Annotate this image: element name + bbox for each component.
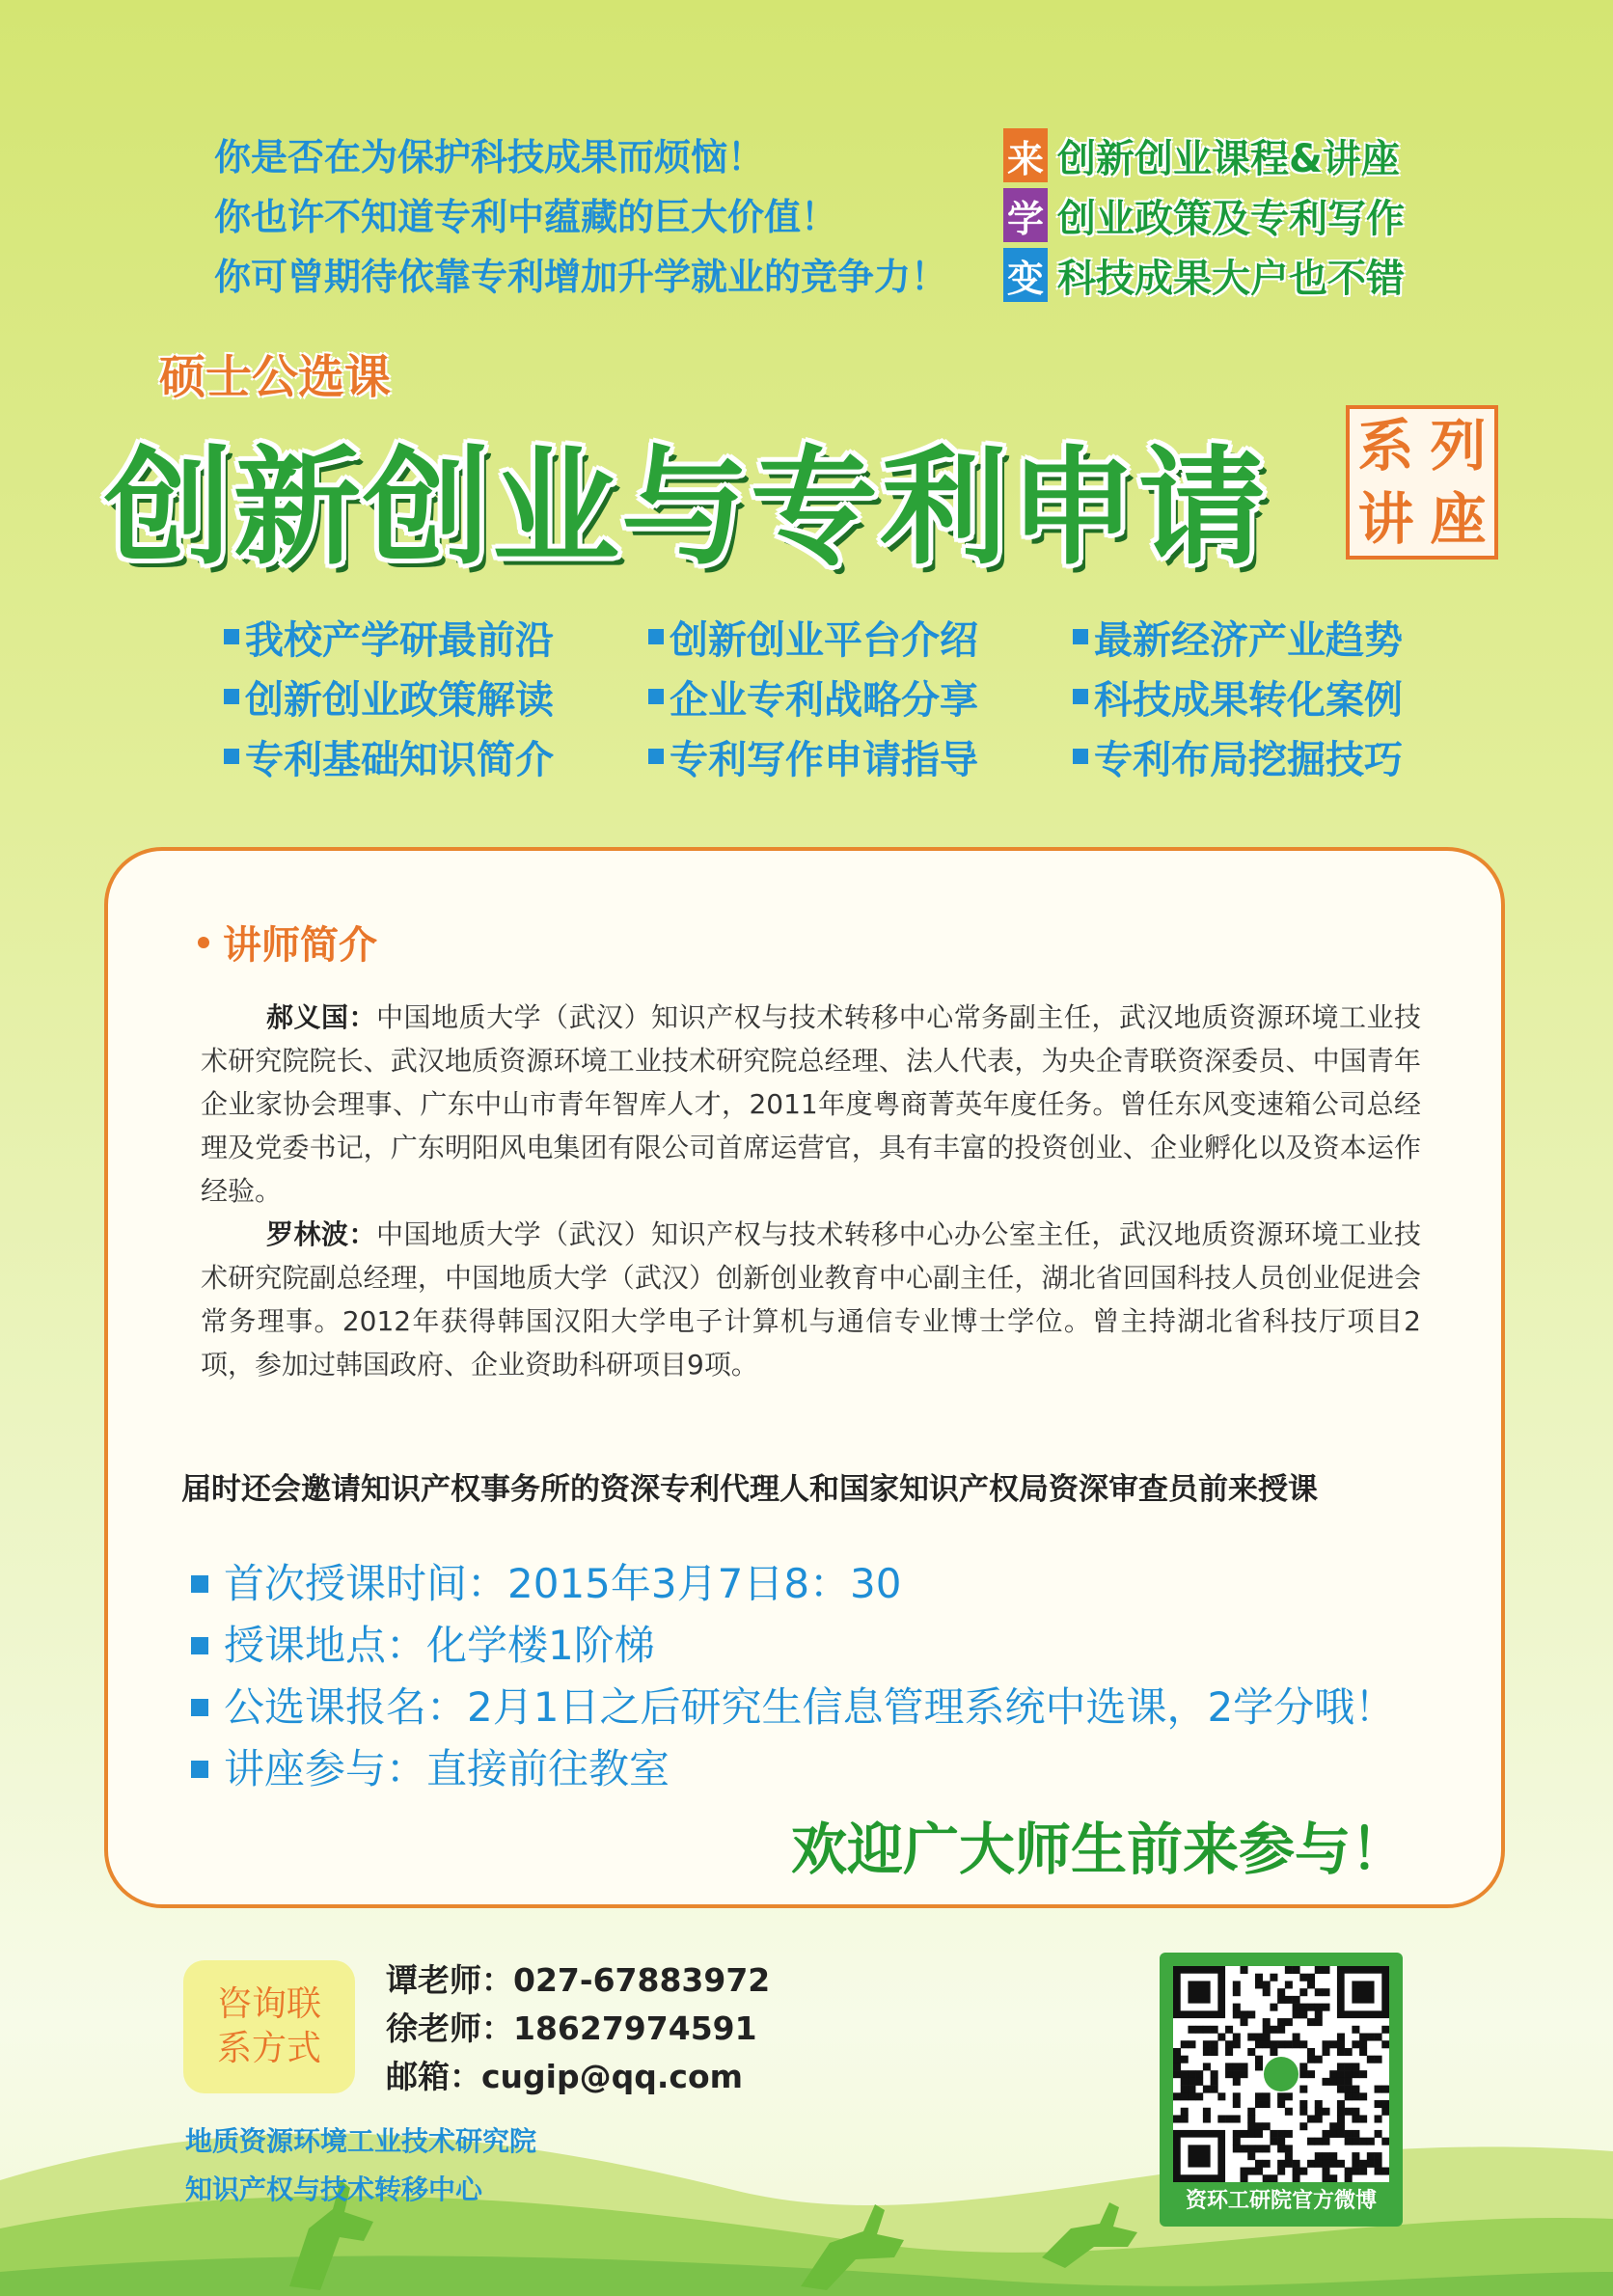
info-row: 首次授课时间：2015年3月7日8：30 [191,1553,1395,1615]
lecturer-bio [201,1213,1421,1386]
square-bullet-icon [1073,629,1088,644]
info-row: 公选课报名：2月1日之后研究生信息管理系统中选课，2学分哦！ [191,1677,1395,1738]
topic-item: 科技成果转化案例 [1073,677,1497,716]
info-row: 讲座参与：直接前往教室 [191,1738,1395,1800]
course-info [191,1553,1395,1800]
slogan-char: 来 [1003,128,1048,182]
org-name: 地质资源环境工业技术研究院 [185,2125,537,2157]
welcome-message: 欢迎广大师生前来参与！ [791,1817,1408,1882]
series-badge [1346,405,1498,560]
lecturer-name: 罗林波： [266,1218,377,1250]
slogan-char: 变 [1003,248,1048,302]
course-subtitle: 硕士公选课 [159,350,392,404]
topic-item: 企业专利战略分享 [648,677,1073,716]
square-bullet-icon [224,749,239,764]
slogan-row [1003,185,1405,245]
qr-caption: 资环工研院官方微博 [1185,2189,1377,2213]
slogan-text: 创业政策及专利写作 [1057,196,1405,241]
topic-item: 创新创业政策解读 [224,677,648,716]
square-bullet-icon [191,1637,208,1654]
square-bullet-icon [648,749,664,764]
lecturer-bio-text: 中国地质大学（武汉）知识产权与技术转移中心办公室主任，武汉地质资源环境工业技术研究院副总经理，中国地质大学（武汉）创新创业教育中心副主任，湖北省回国科技人员创业促进会常务理事。2012年获得韩国汉阳大学电子计算机与通信专业博士学位。曾主持湖北省科技厅项目2项，参加过韩国政府、企业资助科研项目9项。 [201,1218,1421,1380]
header-questions [214,127,947,307]
question-line: 你也许不知道专利中蕴藏的巨大价值！ [214,196,838,238]
info-row: 授课地点：化学楼1阶梯 [191,1615,1395,1677]
lecturer-name: 郝义国： [266,1001,377,1033]
lecturer-bio-text: 中国地质大学（武汉）知识产权与技术转移中心常务副主任，武汉地质资源环境工业技术研究院院长、武汉地质资源环境工业技术研究院总经理、法人代表，为央企青联资深委员、中国青年企业家协会理事、广东中山市青年智库人才，2011年度粤商菁英年度任务。曾任东风变速箱公司总经理及党委书记，广东明阳风电集团有限公司首席运营官，具有丰富的投资创业、企业孵化以及资本运作经验。 [201,1001,1421,1207]
square-bullet-icon [191,1575,208,1593]
contact-line: 谭老师：027-67883972 [386,1961,771,1999]
main-title: 创新创业与专利申请 [104,434,1268,583]
square-bullet-icon [1073,689,1088,704]
qr-code-icon [1173,1966,1389,2182]
topic-item: 专利布局挖掘技巧 [1073,737,1497,776]
topic-item: 最新经济产业趋势 [1073,617,1497,656]
invite-note: 届时还会邀请知识产权事务所的资深专利代理人和国家知识产权局资深审查员前来授课 [181,1472,1318,1507]
slogans [1003,125,1405,305]
contact-line: 邮箱：cugip@qq.com [386,2058,744,2095]
question-line: 你是否在为保护科技成果而烦恼！ [214,136,765,178]
contact-line: 徐老师：18627974591 [386,2009,757,2047]
slogan-text: 科技成果大户也不错 [1057,256,1405,301]
organizations [185,2118,536,2214]
contact-list [386,1956,770,2101]
series-char: 座 [1430,486,1487,552]
org-name: 知识产权与技术转移中心 [185,2173,483,2205]
dot-bullet-icon [198,937,209,948]
slogan-row [1003,245,1405,305]
lecturer-bio [201,996,1421,1213]
slogan-char: 学 [1003,188,1048,242]
slogan-text: 创新创业课程&讲座 [1057,136,1400,181]
slogan-row [1003,125,1405,185]
series-char: 讲 [1357,486,1414,552]
square-bullet-icon [191,1699,208,1716]
contact-label: 咨询联 系方式 [183,1960,355,2093]
series-char: 列 [1430,413,1487,478]
topics-grid [224,617,1497,782]
square-bullet-icon [224,689,239,704]
square-bullet-icon [224,629,239,644]
square-bullet-icon [648,629,664,644]
question-line: 你可曾期待依靠专利增加升学就业的竞争力！ [214,256,948,298]
topic-item: 专利基础知识简介 [224,737,648,776]
topic-item: 我校产学研最前沿 [224,617,648,656]
qr-card [1160,1953,1403,2227]
topic-item: 专利写作申请指导 [648,737,1073,776]
square-bullet-icon [1073,749,1088,764]
square-bullet-icon [191,1761,208,1778]
topic-item: 创新创业平台介绍 [648,617,1073,656]
lecturers-heading: 讲师简介 [198,915,377,970]
series-char: 系 [1357,413,1414,478]
square-bullet-icon [648,689,664,704]
